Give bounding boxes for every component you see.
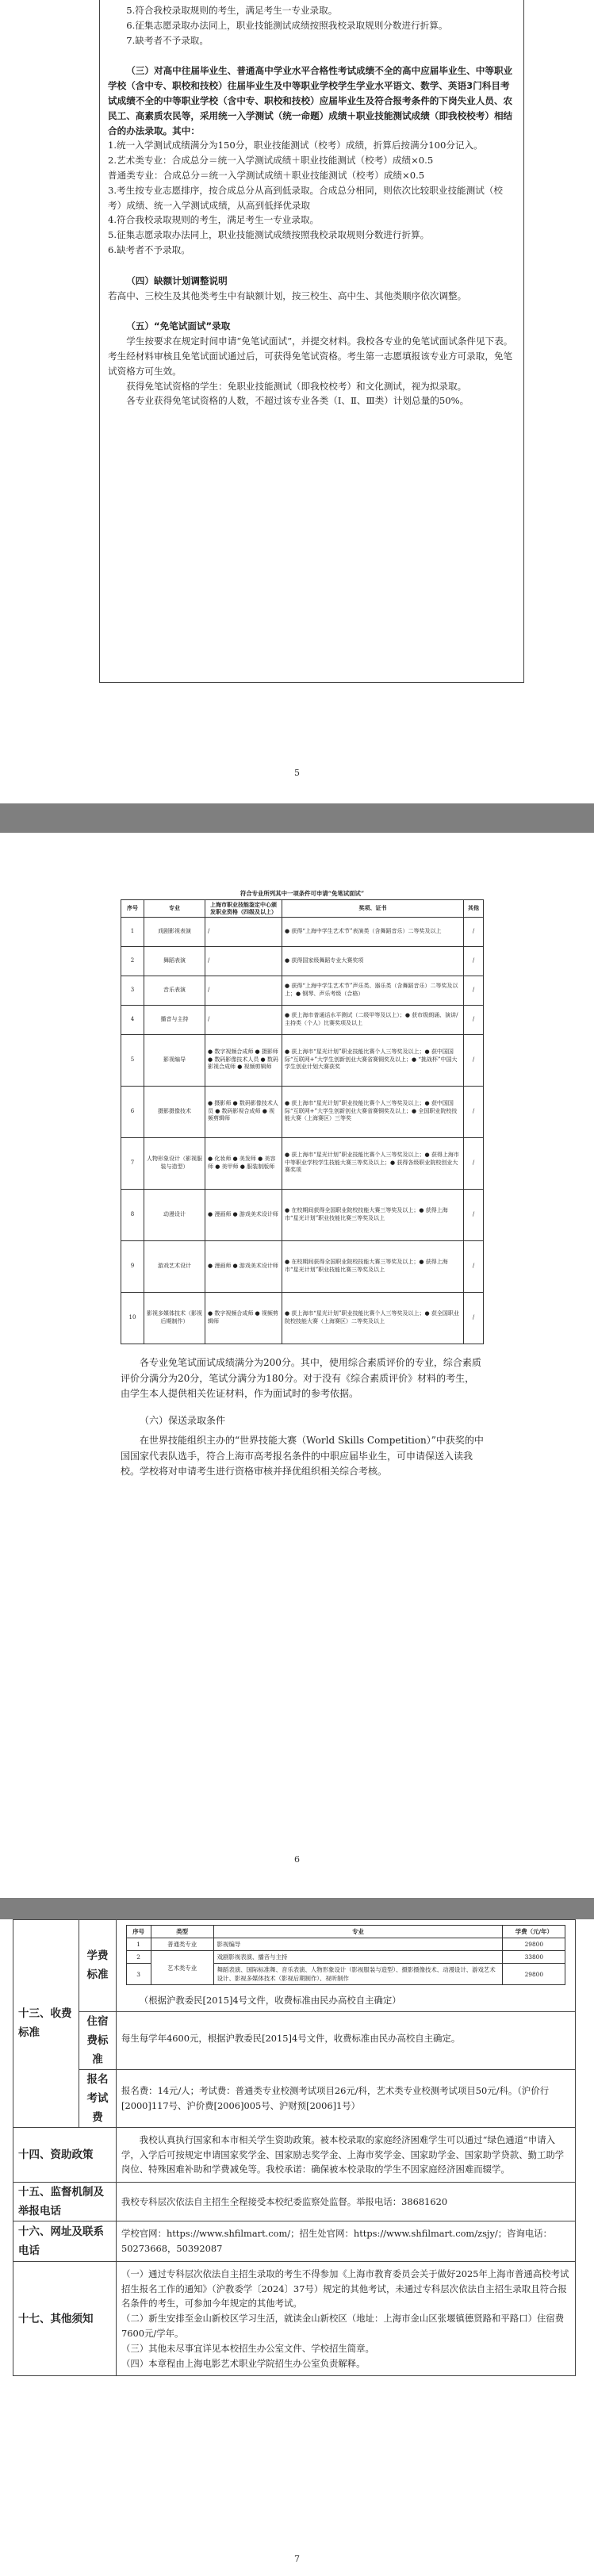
exemption-cell: ● 获得国家级舞蹈专业大赛奖项 <box>282 946 464 976</box>
rule-item: 5.征集志愿录取办法同上，职业技能测试成绩按照我校录取规则分数进行折算。 <box>108 229 430 241</box>
fee-cell: 影视编导 <box>213 1938 503 1951</box>
exemption-row <box>121 1240 484 1292</box>
section-heading-6: （六）保送录取条件 <box>140 1414 226 1426</box>
section-16-label: 十六、网址及联系电话 <box>13 2221 117 2262</box>
section-14-label: 十四、资助政策 <box>13 2127 117 2182</box>
exemption-row <box>121 1292 484 1344</box>
exemption-cell: / <box>464 1240 484 1292</box>
page-number: 7 <box>294 2554 300 2564</box>
notice-item: （一）通过专科层次依法自主招生录取的考生不得参加《上海市教育委员会关于做好2025年上海市普通高校考试招生报名工作的通知》（沪教委学〔2024〕37号）规定的其他考试，未通过专科层次依法自主招生录取且符合报名条件的考生，可参加今年规定的其他考试。 <box>121 2267 569 2310</box>
accommodation-text: 每生每学年4600元，根据沪教委民[2015]4号文件，收费标准由民办高校自主确定。 <box>117 2011 576 2069</box>
section-14-text: 我校认真执行国家和本市相关学生资助政策。被本校录取的家庭经济困难学生可以通过“绿色通道”申请入学，入学后可按规定申请国家奖学金、国家励志奖学金、上海市奖学金、国家助学金、国家助学贷款、勤工助学岗位、特殊困难补助和学费减免等。我校承诺：确保被本校录取的学生不因家庭经济困难而辍学。 <box>117 2127 576 2182</box>
rule-item: 3.考生按专业志愿排序，按合成总分从高到低录取。合成总分相同，则依次比较职业技能测试（校考）成绩、统一入学测试成绩，从高到低择优录取 <box>108 184 504 211</box>
rule-item: 5.符合我校录取规则的考生，满足考生一专业录取。 <box>126 5 338 16</box>
exemption-cell: 3 <box>121 976 144 1005</box>
exemption-cell: / <box>464 1034 484 1086</box>
rule-item: 7.缺考者不予录取。 <box>126 34 209 46</box>
exemption-cell: / <box>464 1137 484 1189</box>
exemption-row <box>121 1086 484 1137</box>
exemption-cell: ● 获上海市“星光计划”职业技能比赛个人三等奖及以上；● 获得上海市中等职业学校学生技能大赛三等奖及以上；● 获得各级职业院校创业大赛奖项 <box>282 1137 464 1189</box>
section-17-cell <box>117 2261 576 2376</box>
fee-cell: 普通类专业 <box>151 1938 213 1951</box>
rule-item: 6.征集志愿录取办法同上，职业技能测试成绩按照我校录取规则分数进行折算。 <box>126 19 448 31</box>
col-header: 上海市职业技能鉴定中心颁发职业资格（四级及以上） <box>205 899 282 917</box>
exemption-cell: ● 漫画师 ● 游戏美术设计师 <box>205 1189 282 1240</box>
page-number: 6 <box>294 1854 300 1865</box>
exemption-cell: / <box>464 1086 484 1137</box>
exemption-cell: / <box>205 1005 282 1034</box>
section-17-label: 十七、其他须知 <box>13 2261 117 2376</box>
fee-col-header: 类型 <box>151 1926 213 1938</box>
exemption-cell: ● 数字视频合成师 ● 视频剪辑师 <box>205 1292 282 1344</box>
page6-text <box>121 1355 484 1480</box>
fee-col-header: 序号 <box>126 1926 151 1938</box>
col-header: 奖项、证书 <box>282 899 464 917</box>
exemption-cell: / <box>464 1189 484 1240</box>
fee-col-header: 学费（元/年） <box>503 1926 565 1938</box>
exemption-row <box>121 917 484 946</box>
rule-item: 2.艺术类专业：合成总分＝统一入学测试成绩＋职业技能测试（校考）成绩×0.5 <box>108 155 434 167</box>
fee-cell: 艺术类专业 <box>151 1951 213 1985</box>
rule-item: 6.缺考者不予录取。 <box>108 243 190 255</box>
exemption-cell: / <box>464 1292 484 1344</box>
exemption-cell: ● 获得“上海中学生艺术节”表演类（含舞蹈音乐）二等奖及以上 <box>282 917 464 946</box>
exemption-cell: ● 获上海市“星光计划”职业技能比赛个人三等奖及以上；● 获中国国际“互联网+”大学生创新创业大赛省赛铜奖及以上；● “挑战杯”中国大学生创业计划大赛获奖 <box>282 1034 464 1086</box>
tuition-label: 学费标准 <box>79 1920 117 2012</box>
page-number: 5 <box>294 768 300 778</box>
exemption-cell: 播音与主持 <box>144 1005 205 1034</box>
fee-row <box>126 1938 565 1951</box>
exemption-cell: 游戏艺术设计 <box>144 1240 205 1292</box>
exemption-cell: 7 <box>121 1137 144 1189</box>
col-header: 其他 <box>464 899 484 917</box>
fee-row <box>126 1951 565 1964</box>
exemption-row <box>121 1005 484 1034</box>
tuition-cell <box>117 1920 576 2012</box>
exemption-cell: 影视多媒体技术（影视后期制作） <box>144 1292 205 1344</box>
recommendation-paragraph: 在世界技能组织主办的“世界技能大赛（World Skills Competition）”中获奖的中国国家代表队选手，符合上海市高考报名条件的中职应届毕业生，可申请保送入读我校。学校将对申请考生进行资格审核并择优组织相关综合考核。 <box>121 1435 484 1477</box>
fee-col-header: 专业 <box>213 1926 503 1938</box>
exemption-cell: ● 在校期间获得全国职业院校技能大赛三等奖及以上；● 获得上海市“星光计划”职业技能比赛三等奖及以上 <box>282 1189 464 1240</box>
section-15-text: 我校专科层次依法自主招生全程接受本校纪委监察处监督。举报电话：38681620 <box>117 2183 576 2221</box>
charter-table <box>13 1919 576 2376</box>
col-header: 序号 <box>121 899 144 917</box>
exemption-cell: / <box>464 946 484 976</box>
exemption-cell: / <box>464 976 484 1005</box>
exemption-cell: / <box>205 976 282 1005</box>
notice-item: （三）其他未尽事宜详见本校招生办公室文件、学校招生简章。 <box>121 2342 374 2354</box>
rule-item: 获得免笔试资格的学生：免职业技能测试（即我校校考）和文化测试，视为拟录取。 <box>126 380 467 392</box>
exemption-cell: 摄影摄像技术 <box>144 1086 205 1137</box>
page-6 <box>0 833 594 1898</box>
exemption-table <box>121 890 484 1344</box>
rule-item: 普通类专业：合成总分＝统一入学测试成绩＋职业技能测试（校考）成绩×0.5 <box>108 169 425 181</box>
exemption-cell: 2 <box>121 946 144 976</box>
exemption-cell: ● 摄影师 ● 数码影像技术人员 ● 数码影视合成师 ● 视频剪辑师 <box>205 1086 282 1137</box>
notice-item: （四）本章程由上海电影艺术职业学院招生办公室负责解释。 <box>121 2357 366 2369</box>
exemption-cell: ● 化妆师 ● 美发师 ● 美容师 ● 美甲师 ● 服装制版师 <box>205 1137 282 1189</box>
exemption-cell: 人物形象设计（影视服装与造型） <box>144 1137 205 1189</box>
section-15-label: 十五、监督机制及举报电话 <box>13 2183 117 2221</box>
exemption-cell: 5 <box>121 1034 144 1086</box>
exemption-row <box>121 976 484 1005</box>
table-caption: 符合专业所列其中一项条件可申请“免笔试面试” <box>240 890 365 897</box>
rule-item: 各专业获得免笔试资格的人数，不超过该专业各类（Ⅰ、Ⅱ、Ⅲ类）计划总量的50%。 <box>126 395 469 407</box>
rule-item: 4.符合我校录取规则的考生，满足考生一专业录取。 <box>108 214 320 226</box>
section-heading-3: （三）对高中往届毕业生、普通高中学业水平合格性考试成绩不全的高中应届毕业生、中等职业学校（含中专、职校和技校）往届毕业生及中等职业学校学生学业水平语文、数学、英语3门科目考试成绩不全的中等职业学校（含中专、职校和技校）应届毕业生及符合报考条件的下岗失业人员、农民工、高素质农民等，采用统一入学测试（统一命题）成绩＋职业技能测试成绩（即我校校考）相结合的办法录取。其中： <box>108 65 513 136</box>
exemption-cell: ● 获上海市“星光计划”职业技能比赛个人三等奖及以上；● 获中国国际“互联网+”大学生创新创业大赛省赛铜奖及以上；● 全国职业院校技能大赛（上海赛区）三等奖 <box>282 1086 464 1137</box>
fee-cell: 2 <box>126 1951 151 1964</box>
exemption-row <box>121 1189 484 1240</box>
accommodation-label: 住宿费标准 <box>79 2011 117 2069</box>
exemption-cell: 舞蹈表演 <box>144 946 205 976</box>
section-heading-4: （四）缺额计划调整说明 <box>126 274 228 286</box>
exemption-cell: 6 <box>121 1086 144 1137</box>
exemption-row <box>121 1034 484 1086</box>
score-paragraph: 各专业免笔试面试成绩满分为200分。其中，使用综合素质评价的专业，综合素质评价分满分为20分，笔试分满分为180分。对于没有《综合素质评价》材料的考生，由学生本人提供相关佐证材料，作为面试时的参考依据。 <box>121 1357 481 1399</box>
section-16-text: 学校官网：https://www.shfilmart.com/；招生处官网：https://www.shfilmart.com/zsjy/；咨询电话：50273668，50392087 <box>117 2221 576 2262</box>
exemption-cell: 8 <box>121 1189 144 1240</box>
exemption-cell: 10 <box>121 1292 144 1344</box>
exemption-cell: / <box>205 917 282 946</box>
page-5 <box>0 0 594 803</box>
fee-cell: 33800 <box>503 1951 565 1964</box>
fee-cell: 3 <box>126 1964 151 1985</box>
tuition-note: （根据沪教委民[2015]4号文件，收费标准由民办高校自主确定） <box>139 1995 401 2006</box>
admission-rules-frame <box>99 0 524 683</box>
exemption-cell: / <box>464 917 484 946</box>
exemption-cell: ● 获得“上海中学生艺术节”声乐类、器乐类（含舞蹈音乐）二等奖及以上；● 钢琴、声乐考级（合格） <box>282 976 464 1005</box>
registration-fee-text: 报名费：14元/人；考试费：普通类专业校测考试项目26元/科，艺术类专业校测考试项目50元/科。（沪价行[2000]117号、沪价费[2006]005号、沪财预[2006]1号） <box>117 2069 576 2127</box>
exemption-cell: ● 数字视频合成师 ● 摄影师 ● 数码影像技术人员 ● 数码影视合成师 ● 视频剪辑师 <box>205 1034 282 1086</box>
exemption-cell: 1 <box>121 917 144 946</box>
rule-item: 若高中、三校生及其他类考生中有缺额计划，按三校生、高中生、其他类顺序依次调整。 <box>108 289 467 301</box>
exemption-cell: ● 漫画师 ● 游戏美术设计师 <box>205 1240 282 1292</box>
page-7 <box>0 1919 594 2576</box>
exemption-cell: 4 <box>121 1005 144 1034</box>
exemption-row <box>121 1137 484 1189</box>
rule-item: 学生按要求在规定时间申请“免笔试面试”，并提交材料。我校各专业的免笔试面试条件见下表。考生经材料审核且免笔试面试通过后，可获得免笔试资格。考生第一志愿填报该专业方可录取，免笔试资格方可生效。 <box>108 335 513 377</box>
exemption-cell: 动漫设计 <box>144 1189 205 1240</box>
section-13-label: 十三、收费标准 <box>13 1920 79 2128</box>
exemption-cell: ● 获上海市“星光计划”职业技能比赛个人三等奖及以上；● 获全国职业院校技能大赛（上海赛区）二等奖及以上 <box>282 1292 464 1344</box>
tuition-table <box>126 1925 566 1985</box>
fee-cell: 戏剧影视表演、播音与主持 <box>213 1951 503 1964</box>
fee-cell: 舞蹈表演、国际标准舞、音乐表演、人物形象设计（影视服装与造型）、摄影摄像技术、动漫设计、游戏艺术设计、影视多媒体技术（影视后期制作）、视听制作 <box>213 1964 503 1985</box>
section-heading-5: （五）“免笔试面试”录取 <box>126 320 231 332</box>
exemption-cell: 影视编导 <box>144 1034 205 1086</box>
fee-cell: 29800 <box>503 1938 565 1951</box>
col-header: 专业 <box>144 899 205 917</box>
fee-cell: 29800 <box>503 1964 565 1985</box>
exemption-cell: / <box>205 946 282 976</box>
exemption-cell: 戏剧影视表演 <box>144 917 205 946</box>
notice-item: （二）新生安排至金山新校区学习生活，就读金山新校区（地址：上海市金山区张堰镇德贤路和平路口）住宿费7600元/学年。 <box>121 2313 565 2339</box>
exemption-cell: 9 <box>121 1240 144 1292</box>
exemption-cell: 音乐表演 <box>144 976 205 1005</box>
exemption-cell: ● 获上海市普通话水平测试（二级甲等及以上）；● 获市级朗诵、演讲/主持类（个人）比赛奖项及以上 <box>282 1005 464 1034</box>
exemption-cell: / <box>464 1005 484 1034</box>
exemption-row <box>121 946 484 976</box>
fee-cell: 1 <box>126 1938 151 1951</box>
exemption-cell: ● 在校期间获得全国职业院校技能大赛三等奖及以上；● 获得上海市“星光计划”职业技能比赛三等奖及以上 <box>282 1240 464 1292</box>
registration-fee-label: 报名考试费 <box>79 2069 117 2127</box>
rule-item: 1.统一入学测试成绩满分为150分，职业技能测试（校考）成绩，折算后按满分100分记入。 <box>108 140 483 151</box>
